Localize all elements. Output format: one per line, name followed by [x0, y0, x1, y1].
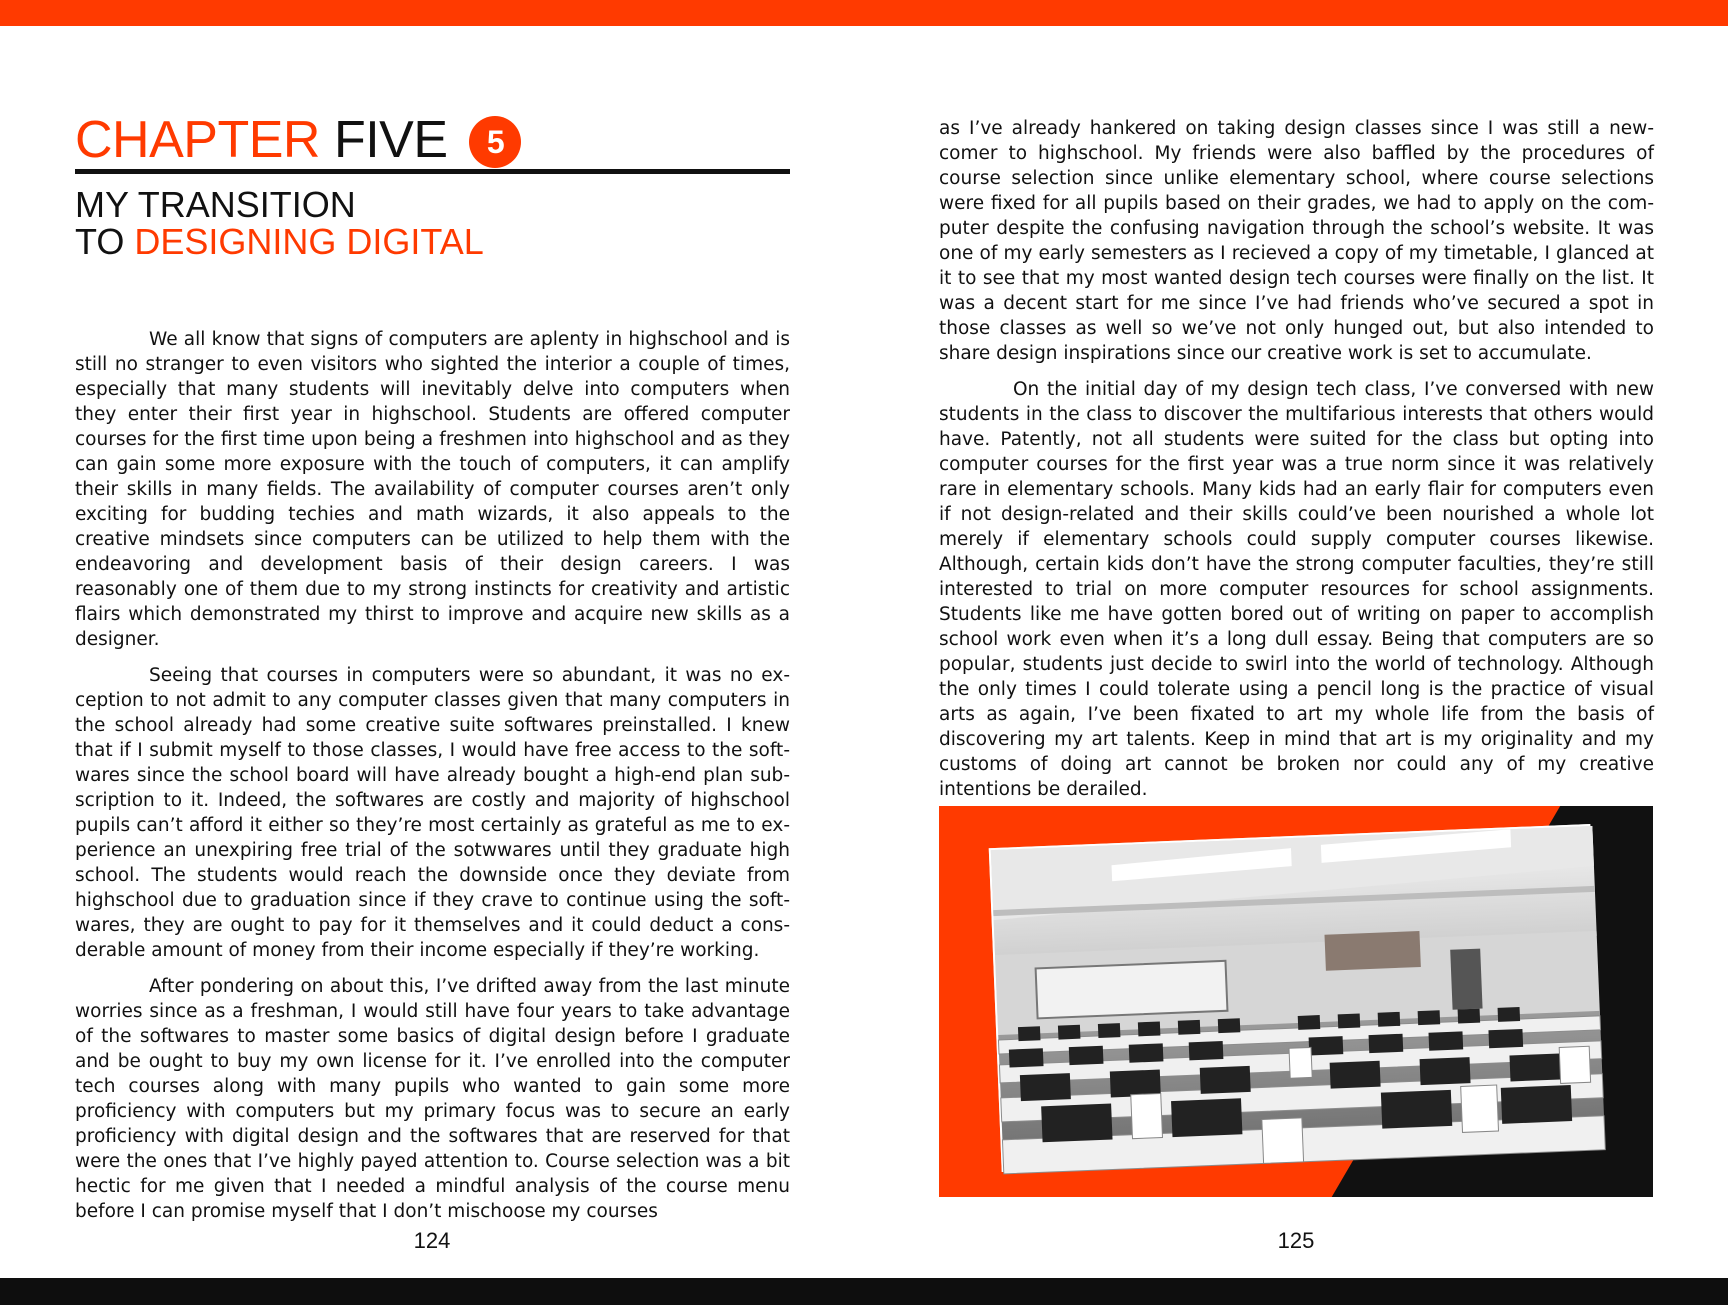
paragraph: as I’ve already hankered on taking design classes since I was still a newcomer to highschool. My friends were also baffled by the procedures of course selection since unlike elementary school, where course selections were fixed for all pupils based on their grades, we had to apply on the computer despite the confusing navigation through the school’s website. It was one of my early semesters as I recieved a copy of my timetable, I glanced at it to see that my most wanted design tech courses were finally on the list. It was a decent start for me since I’ve had friends who’ve secured a spot in those classes as well so we’ve not only hunged out, but also intended to share design inspirations since our creative work is set to accumulate. [939, 118, 1654, 364]
paragraph: After pondering on about this, I’ve drifted away from the last minute worries since as a freshman, I would still have four years to take advantage of the softwares to master some basics of digital design before I graduate and be ought to buy my own license for it. I’ve enrolled into the computer tech courses along with many pupils who wanted to gain some more proficiency with computers but my primary focus was to secure an early proficiency with digital design and the softwares that are reserved for that were the ones that I’ve highly payed attention to. Course selection was a bit hectic for me given that I needed a mindful analysis of the course menu before I can promise myself that I don’t mischoose my courses [75, 976, 790, 1222]
computer-lab-photo [989, 824, 1604, 1172]
chapter-title-line2 [75, 223, 790, 260]
chapter-title-accent: DESIGNING DIGITAL [134, 221, 484, 262]
chapter-title-line1: MY TRANSITION [75, 184, 356, 225]
chapter-number-badge: 5 [469, 116, 521, 168]
paragraph: Seeing that courses in computers were so abundant, it was no exception to not admit to any computer classes given that many computers in the school already had some creative suite softwares preinstalled. I knew that if I submit myself to those classes, I would have free access to the softwares since the school board will have already bought a high-end plan subscription to it. Indeed, the softwares are costly and majority of highschool pupils can’t afford it either so they’re most certainly as grateful as me to experience an unexpiring free trial of the sotwwares until they graduate high school. The students would reach the downside once they deviate from highschool due to graduation since if they crave to continue using the softwares, they are ought to pay for it themselves and it could deduct a consderable amount of money from their income especially if they’re working. [75, 665, 790, 961]
chapter-label: CHAPTER [75, 111, 320, 169]
paragraph: On the initial day of my design tech class, I’ve conversed with new students in the class to discover the multifarious interests that others would have. Patently, not all students were suited for the class but opting into computer courses for the first year was a true norm since it was relatively rare in elementary schools. Many kids had an early flair for computers even if not design-related and their skills could’ve been nourished a whole lot merely if elementary schools could supply computer courses likewise. Although, certain kids don’t have the strong computer faculties, they’re still interested to trial on more computer resources for school assignments. Students like me have gotten bored out of writing on paper to accomplish school work even when it’s a long dull essay. Being that computers are so popular, students just decide to swirl into the world of technology. Although the only times I could tolerate using a pencil long is the practice of visual arts as again, I’ve been fixated to art my whole life from the basis of discovering my art talents. Keep in mind that art is my originality and my customs of doing art cannot be broken nor could any of my creative intentions be derailed. [939, 379, 1654, 800]
left-page-body [75, 327, 790, 1222]
computer-lab-illustration [991, 826, 1606, 1174]
bottom-dark-bar [0, 1278, 1728, 1305]
top-accent-bar [0, 0, 1728, 26]
right-page-body [939, 116, 1654, 800]
chapter-number-word: FIVE [333, 111, 448, 169]
chapter-title [75, 186, 790, 260]
page-number-left: 124 [413, 1228, 451, 1253]
chapter-heading [75, 112, 790, 174]
photo-frame [939, 806, 1653, 1197]
chapter-title-prefix: TO [75, 221, 135, 262]
page-number-right: 125 [1277, 1228, 1315, 1253]
paragraph: We all know that signs of computers are aplenty in highschool and is still no stranger to even visitors who sighted the interior a couple of times, especially that many students will inevitably delve into computers when they enter their first year in highschool. Students are offered computer courses for the first time upon being a freshmen into highschool and as they can gain some more exposure with the touch of computers, it can amplify their skills in many fields. The availability of computer courses aren’t only exciting for budding techies and math wizards, it also appeals to the creative mindsets since computers can be utilized to help them with the endeavoring and development basis of their design careers. I was reasonably one of them due to my strong instincts for creativity and artistic flairs which demonstrated my thirst to improve and acquire new skills as a designer. [75, 329, 790, 650]
